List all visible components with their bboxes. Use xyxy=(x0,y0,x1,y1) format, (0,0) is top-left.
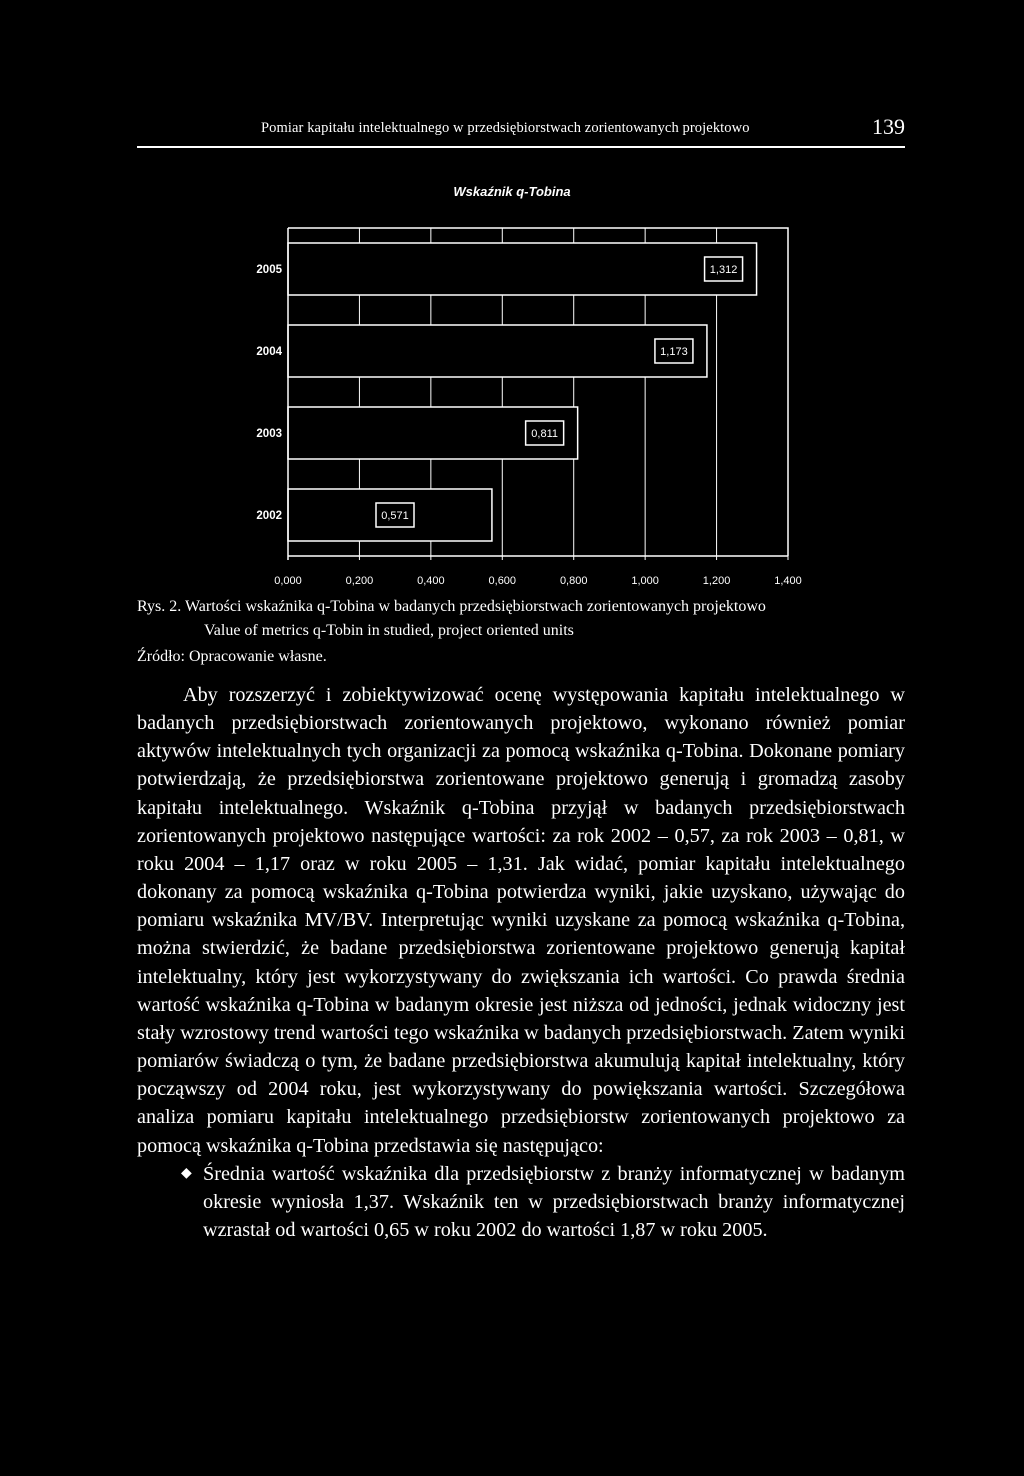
data-label: 1,312 xyxy=(709,264,738,276)
bar xyxy=(288,243,757,295)
x-tick-label: 0,400 xyxy=(417,575,445,587)
x-tick-label: 0,600 xyxy=(488,575,517,587)
category-label: 2004 xyxy=(256,346,282,358)
bar xyxy=(288,325,707,377)
figure-source: Źródło: Opracowanie własne. xyxy=(137,648,327,665)
page-number: 139 xyxy=(872,114,905,139)
chart-title: Wskaźnik q-Tobina xyxy=(453,184,571,199)
running-header-title: Pomiar kapitału intelektualnego w przedsiębiorstwach zorientowanych projektowo xyxy=(261,120,750,136)
body-paragraph: Aby rozszerzyć i zobiektywizować ocenę występowania kapitału intelektualnego w badanych przedsiębiorstwach zorientowanych projektowo, wykonano również pomiar aktywów intelektualnych tych organizacji za pomocą wskaźnika q-Tobina. Dokonane pomiary potwierdzają, że przedsiębiorstwa zorientowane projektowo generują i gromadzą zasoby kapitału intelektualnego. Wskaźnik q-Tobina przyjął w badanych przedsiębiorstwach zorientowanych projektowo następujące wartości: za rok 2002 – 0,57, za rok 2003 – 0,81, w roku 2004 – 1,17 oraz w roku 2005 – 1,31. Jak widać, pomiar kapitału intelektualnego dokonany za pomocą wskaźnika q-Tobina potwierdza wyniki, jakie uzyskano, używając do pomiaru wskaźnika MV/BV. Interpretując wyniki uzyskane za pomocą wskaźnika q-Tobina, można stwierdzić, że badane przedsiębiorstwa zorientowane projektowo generują kapitał intelektualny, który jest wykorzystywany do zwiększania ich wartości. Co prawda średnia wartość wskaźnika q-Tobina w badanym okresie jest niższa od jedności, jednak widoczny jest stały wzrostowy trend wartości tego wskaźnika w badanych przedsiębiorstwach. Zatem wyniki pomiarów świadczą o tym, że badane przedsiębiorstwa akumulują kapitał intelektualny, który począwszy od 2004 roku, jest wykorzystywany do powiększania wartości. Szczegółowa analiza pomiaru kapitału intelektualnego przedsiębiorstw zorientowanych projektowo za pomocą wskaźnika q-Tobina przedstawia się następująco: xyxy=(137,684,905,1157)
x-tick-label: 0,200 xyxy=(345,575,374,587)
bullet-list xyxy=(137,1160,905,1244)
data-label: 0,811 xyxy=(531,428,559,440)
figure-caption: Rys. 2. Wartości wskaźnika q-Tobina w badanych przedsiębiorstwach zorientowanych projektowo xyxy=(137,598,766,615)
x-tick-label: 0,800 xyxy=(559,575,588,587)
bullet-item xyxy=(137,1160,905,1244)
x-tick-label: 1,200 xyxy=(702,575,731,587)
category-label: 2002 xyxy=(256,510,282,522)
category-label: 2005 xyxy=(256,264,282,276)
q-tobin-bar-chart xyxy=(0,0,1024,600)
figure-caption-english: Value of metrics q-Tobin in studied, project oriented units xyxy=(204,622,574,639)
category-label: 2003 xyxy=(256,428,282,440)
x-tick-label: 1,000 xyxy=(631,575,659,587)
data-label: 0,571 xyxy=(381,510,409,522)
x-tick-label: 0,000 xyxy=(274,575,302,587)
body-text xyxy=(137,681,905,1244)
x-tick-label: 1,400 xyxy=(774,575,802,587)
data-label: 1,173 xyxy=(660,346,688,358)
bullet-text: Średnia wartość wskaźnika dla przedsiębiorstw z branży informatycznej w badanym okresie wyniosła 1,37. Wskaźnik ten w przedsiębiorstwach branży informatycznej wzrastał od wartości 0,65 w roku 2002 do wartości 1,87 w roku 2005. xyxy=(203,1162,905,1241)
bullet-icon: ◆ xyxy=(181,1165,192,1181)
